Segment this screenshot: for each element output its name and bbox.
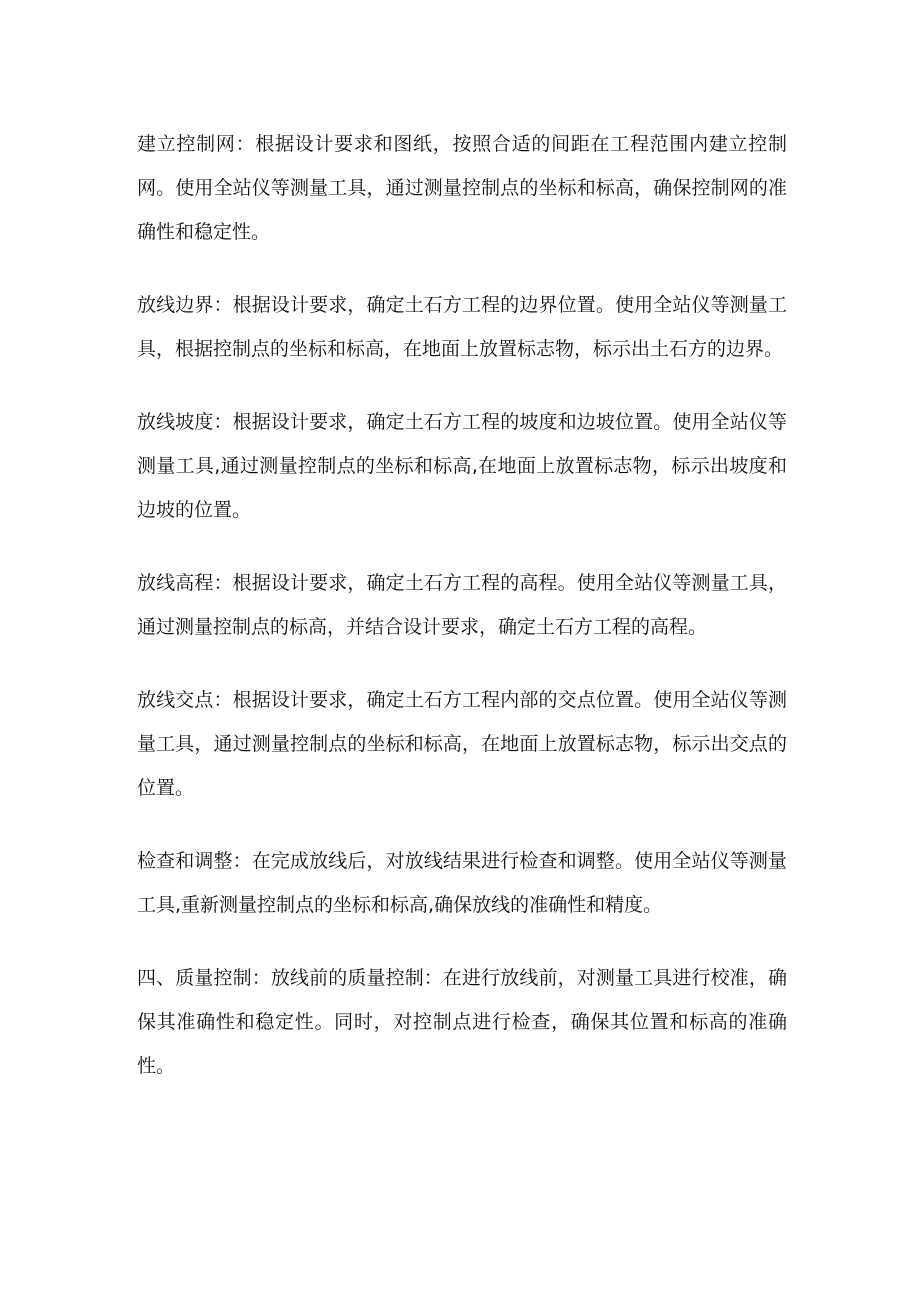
paragraph-control-network: 建立控制网：根据设计要求和图纸，按照合适的间距在工程范围内建立控制网。使用全站仪等测量工具，通过测量控制点的坐标和标高，确保控制网的准确性和稳定性。 bbox=[137, 133, 787, 243]
document-body bbox=[137, 122, 787, 1117]
paragraph-boundary-layout: 放线边界：根据设计要求，确定土石方工程的边界位置。使用全站仪等测量工具，根据控制点的坐标和标高，在地面上放置标志物，标示出土石方的边界。 bbox=[137, 294, 787, 360]
paragraph-slope-layout: 放线坡度：根据设计要求，确定土石方工程的坡度和边坡位置。使用全站仪等测量工具,通过测量控制点的坐标和标高,在地面上放置标志物，标示出坡度和边坡的位置。 bbox=[137, 411, 787, 521]
paragraph-elevation-layout: 放线高程：根据设计要求，确定土石方工程的高程。使用全站仪等测量工具，通过测量控制点的标高，并结合设计要求，确定土石方工程的高程。 bbox=[137, 572, 787, 638]
paragraph-check-adjust: 检查和调整：在完成放线后，对放线结果进行检查和调整。使用全站仪等测量工具,重新测量控制点的坐标和标高,确保放线的准确性和精度。 bbox=[137, 850, 787, 916]
paragraph-intersection-layout: 放线交点：根据设计要求，确定土石方工程内部的交点位置。使用全站仪等测量工具，通过测量控制点的坐标和标高，在地面上放置标志物，标示出交点的位置。 bbox=[137, 689, 787, 799]
paragraph-quality-control: 四、质量控制：放线前的质量控制：在进行放线前，对测量工具进行校准，确保其准确性和稳定性。同时，对控制点进行检查，确保其位置和标高的准确性。 bbox=[137, 967, 787, 1077]
